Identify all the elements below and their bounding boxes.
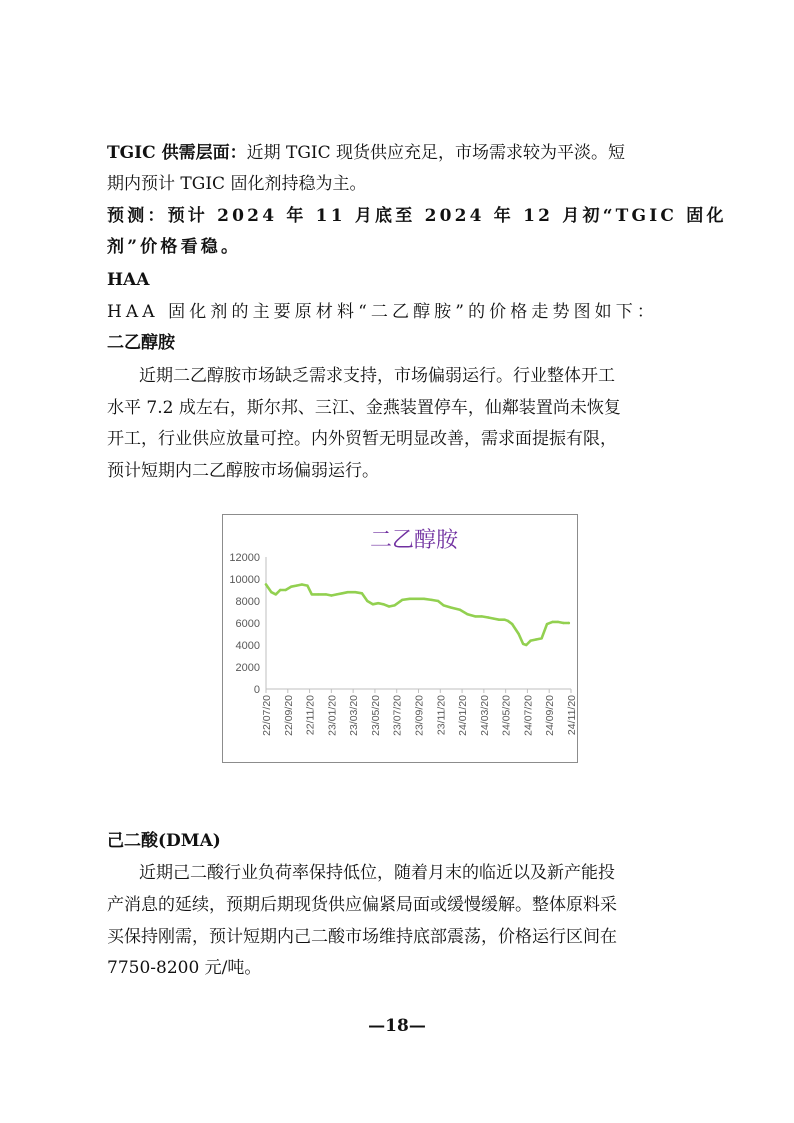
- x-tick-label: 23/07/20: [391, 695, 404, 736]
- data-point: [366, 600, 368, 602]
- dea-price-chart: [222, 514, 578, 763]
- dma-para-line-3: 买保持刚需，预计短期内己二酸市场维持底部震荡，价格运行区间在: [107, 927, 617, 947]
- data-point: [265, 583, 267, 585]
- data-point: [354, 591, 356, 593]
- y-tick-label: 10000: [229, 574, 260, 586]
- data-point: [330, 594, 332, 596]
- data-point: [361, 592, 363, 594]
- x-tick-label: 22/09/20: [282, 695, 295, 736]
- data-point: [437, 600, 439, 602]
- data-point: [415, 598, 417, 600]
- x-tick-label: 24/05/20: [500, 695, 513, 736]
- data-point: [290, 586, 292, 588]
- data-point: [511, 623, 513, 625]
- y-tick-label: 12000: [229, 552, 260, 564]
- x-tick-label: 24/11/20: [566, 695, 578, 736]
- x-tick-label: 23/11/20: [435, 695, 448, 736]
- data-point: [372, 603, 374, 605]
- data-point: [401, 599, 403, 601]
- x-tick-label: 23/09/20: [413, 695, 426, 736]
- data-point: [562, 622, 564, 624]
- data-point: [317, 593, 319, 595]
- data-point: [301, 583, 303, 585]
- y-tick-label: 0: [253, 684, 260, 696]
- tgic-forecast-line-2: 剂”价格看稳。: [107, 237, 242, 257]
- data-point: [311, 593, 313, 595]
- dma-heading: 己二酸(DMA): [107, 831, 221, 851]
- data-point: [522, 643, 524, 645]
- dea-para-line-2: 水平 7.2 成左右，斯尔邦、三江、金燕装置停车，仙鄰装置尚未恢复: [107, 398, 621, 418]
- y-tick-label: 4000: [235, 640, 260, 652]
- x-tick-label: 24/03/20: [478, 695, 491, 736]
- data-point: [275, 593, 277, 595]
- dea-para-line-4: 预计短期内二乙醇胺市场偏弱运行。: [107, 461, 379, 481]
- dea-para-line-3: 开工，行业供应放量可控。内外贸暂无明显改善，需求面提振有限，: [107, 429, 617, 449]
- dea-heading: 二乙醇胺: [107, 333, 175, 353]
- data-point: [388, 605, 390, 607]
- data-point: [450, 606, 452, 608]
- dma-para-line-2: 产消息的延续，预期后期现货供应偏紧局面或缓慢缓解。整体原料采: [107, 895, 617, 915]
- data-point: [382, 603, 384, 605]
- x-tick-label: 24/09/20: [544, 695, 557, 736]
- data-point: [540, 637, 542, 639]
- page-number: —18—: [368, 1016, 426, 1036]
- data-point: [325, 593, 327, 595]
- dma-para-line-1: 近期己二酸行业负荷率保持低位，随着月末的临近以及新产能投: [139, 863, 615, 883]
- data-point: [466, 613, 468, 615]
- data-point: [341, 592, 343, 594]
- data-point: [474, 615, 476, 617]
- tgic-line-2: 期内预计 TGIC 固化剂持稳为主。: [107, 174, 367, 194]
- data-point: [551, 621, 553, 623]
- data-point: [487, 616, 489, 618]
- data-point: [347, 591, 349, 593]
- data-point: [423, 598, 425, 600]
- data-point: [459, 609, 461, 611]
- data-point: [481, 615, 483, 617]
- data-point: [306, 584, 308, 586]
- y-tick-label: 8000: [235, 596, 260, 608]
- x-tick-label: 23/05/20: [369, 695, 382, 736]
- data-point: [442, 604, 444, 606]
- data-point: [530, 639, 532, 641]
- data-point: [409, 598, 411, 600]
- x-tick-label: 24/01/20: [457, 695, 470, 736]
- data-point: [284, 589, 286, 591]
- data-point: [507, 620, 509, 622]
- dma-para-line-4: 7750-8200 元/吨。: [107, 958, 262, 978]
- y-tick-label: 6000: [235, 618, 260, 630]
- x-tick-label: 23/01/20: [326, 695, 339, 736]
- data-point: [279, 589, 281, 591]
- data-point: [503, 619, 505, 621]
- data-point: [546, 623, 548, 625]
- tgic-text-1: 近期 TGIC 现货供应充足，市场需求较为平淡。短: [246, 143, 626, 163]
- y-tick-label: 2000: [235, 662, 260, 674]
- data-point: [498, 619, 500, 621]
- data-point: [336, 593, 338, 595]
- data-point: [535, 638, 537, 640]
- chart-title: 二乙醇胺: [369, 528, 459, 553]
- x-tick-label: 23/03/20: [348, 695, 361, 736]
- data-point: [518, 633, 520, 635]
- data-point: [430, 599, 432, 601]
- data-point: [377, 602, 379, 604]
- data-point: [493, 617, 495, 619]
- haa-intro: HAA 固化剂的主要原材料“二乙醇胺”的价格走势图如下：: [107, 302, 658, 322]
- data-point: [557, 621, 559, 623]
- data-point: [525, 644, 527, 646]
- x-tick-label: 24/07/20: [522, 695, 535, 736]
- data-point: [295, 584, 297, 586]
- data-point: [393, 604, 395, 606]
- data-point: [568, 622, 570, 624]
- data-point: [270, 591, 272, 593]
- tgic-heading: TGIC 供需层面：: [107, 143, 247, 163]
- x-tick-label: 22/07/20: [261, 695, 273, 736]
- tgic-line-1: [107, 141, 697, 165]
- haa-heading: HAA: [107, 270, 150, 290]
- tgic-forecast-line-1: 预测：预计 2024 年 11 月底至 2024 年 12 月初“TGIC 固化: [107, 206, 727, 226]
- x-tick-label: 22/11/20: [304, 695, 317, 736]
- dea-para-line-1: 近期二乙醇胺市场缺乏需求支持，市场偏弱运行。行业整体开工: [139, 366, 615, 386]
